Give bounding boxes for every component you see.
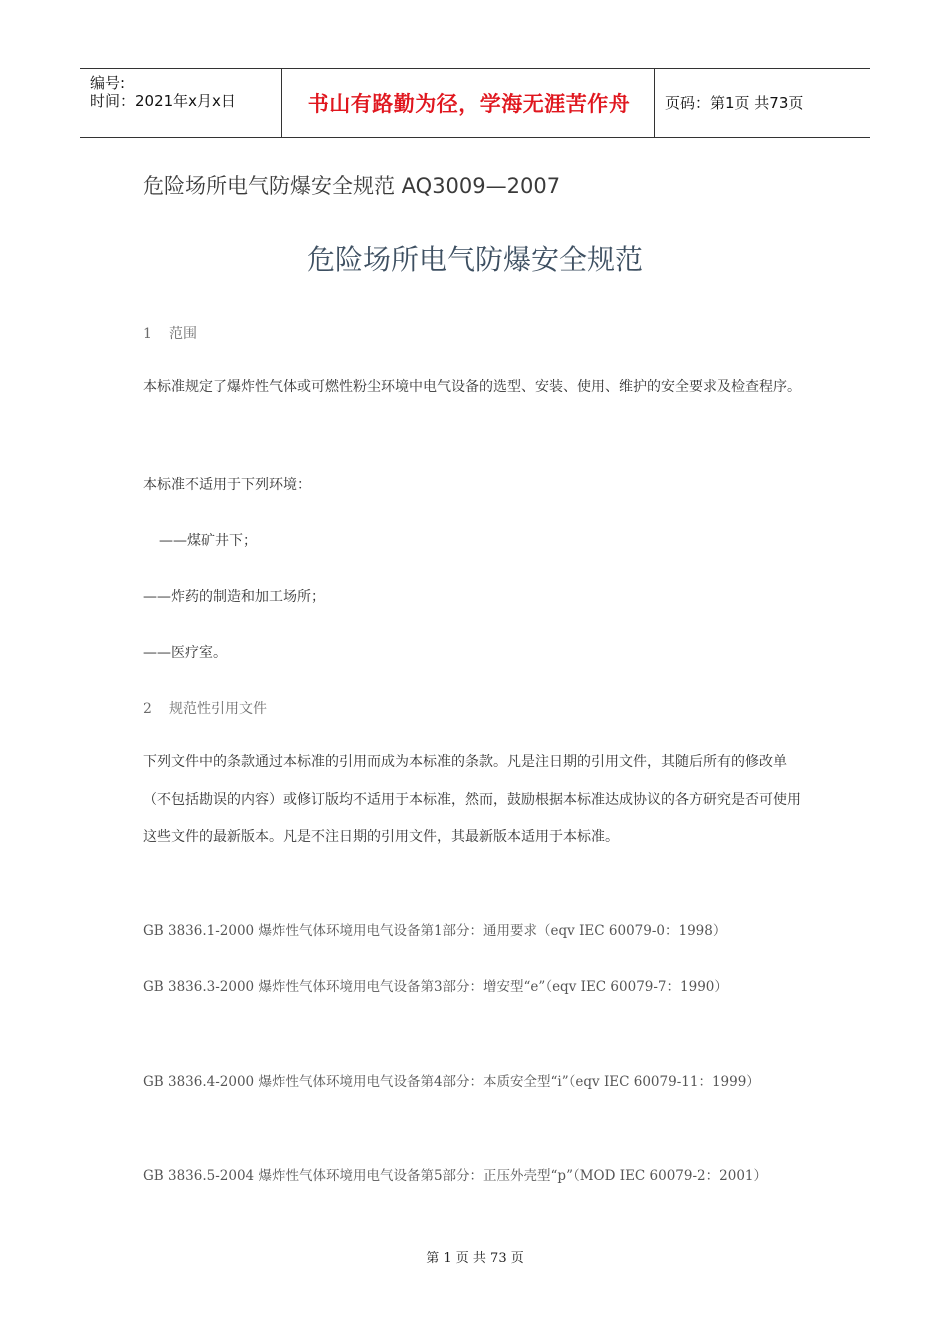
header-divider (654, 69, 655, 137)
doc-subtitle: 危险场所电气防爆安全规范 AQ3009—2007 (143, 174, 561, 198)
reference-item: GB 3836.3-2000 爆炸性气体环境用电气设备第3部分：增安型“e”（eqv IEC 60079-7：1990） (143, 979, 728, 995)
list-item: ——医疗室。 (143, 645, 227, 661)
reference-item: GB 3836.1-2000 爆炸性气体环境用电气设备第1部分：通用要求（eqv IEC 60079-0：1998） (143, 923, 727, 939)
section-title: 范围 (169, 326, 197, 342)
reference-item: GB 3836.4-2000 爆炸性气体环境用电气设备第4部分：本质安全型“i”（eqv IEC 60079-11：1999） (143, 1074, 760, 1090)
page-info: 页码：第1页 共73页 (665, 94, 804, 112)
header-divider (281, 69, 282, 137)
list-item: ——炸药的制造和加工场所； (143, 589, 325, 605)
paragraph: 下列文件中的条款通过本标准的引用而成为本标准的条款。凡是注日期的引用文件，其随后所有的修改单（不包括勘误的内容）或修订版均不适用于本标准，然而，鼓励根据本标准达成协议的各方研究是否可使用这些文件的最新版本。凡是不注日期的引用文件，其最新版本适用于本标准。 (143, 754, 801, 845)
section-title: 规范性引用文件 (169, 701, 267, 717)
paragraph: 本标准规定了爆炸性气体或可燃性粉尘环境中电气设备的选型、安装、使用、维护的安全要求及检查程序。 (143, 379, 801, 395)
section-heading (143, 698, 267, 718)
header-table (80, 68, 870, 138)
reference-item: GB 3836.5-2004 爆炸性气体环境用电气设备第5部分：正压外壳型“p”（MOD IEC 60079-2：2001） (143, 1168, 767, 1184)
list-item: ——煤矿井下； (159, 533, 257, 549)
section-number: 1 (143, 326, 152, 342)
section-heading (143, 323, 197, 343)
section-number: 2 (143, 701, 152, 717)
doc-title: 危险场所电气防爆安全规范 (306, 243, 643, 276)
header-motto: 书山有路勤为径，学海无涯苦作舟 (307, 92, 631, 116)
number-label: 编号: (90, 74, 126, 92)
paragraph: 本标准不适用于下列环境： (143, 477, 311, 493)
page-footer: 第 1 页 共 73 页 (426, 1251, 524, 1266)
time-label: 时间：2021年x月x日 (90, 92, 236, 110)
